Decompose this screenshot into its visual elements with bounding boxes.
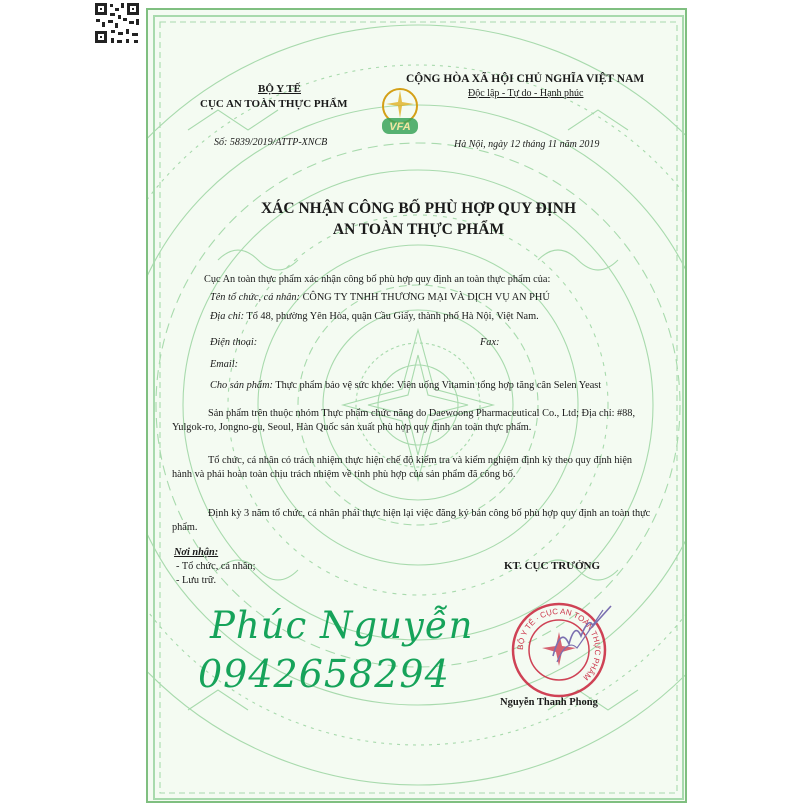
document-title: XÁC NHẬN CÔNG BỐ PHÙ HỢP QUY ĐỊNH <box>260 200 577 217</box>
document-number: Số: 5839/2019/ATTP-XNCB <box>214 137 328 148</box>
watermark-phone: 0942658294 <box>198 652 450 696</box>
qr-code <box>92 0 142 46</box>
recipients-label: Nơi nhận: <box>174 547 219 558</box>
recipient-item: - Tổ chức, cá nhân; <box>176 561 256 572</box>
organization-value: CÔNG TY TNHH THƯƠNG MẠI VÀ DỊCH VỤ AN PHÚ <box>302 292 550 303</box>
svg-text:BỘ Y TẾ · CỤC AN TOÀN THỰC PHẨ: BỘ Y TẾ · CỤC AN TOÀN THỰC PHẨM <box>515 606 603 682</box>
national-motto: Độc lập - Tự do - Hạnh phúc <box>468 88 584 99</box>
agency-name: CỤC AN TOÀN THỰC PHẨM <box>200 98 348 110</box>
svg-text:VFA: VFA <box>389 121 411 133</box>
country-name: CỘNG HÒA XÃ HỘI CHỦ NGHĨA VIỆT NAM <box>406 73 645 85</box>
product-value: Thực phẩm bảo vệ sức khỏe: Viên uống Vitamin tổng hợp tăng cân Selen Yeast <box>275 380 602 391</box>
address-label: Địa chỉ: <box>210 311 245 322</box>
responsibility-paragraph: Tổ chức, cá nhân có trách nhiệm thực hiện chế độ kiểm tra và kiểm nghiệm định kỳ theo quy định hiện hành và phải hoàn toàn chịu trách nhiệm về tính phù hợp của sản phẩm đã công bố. <box>172 455 633 480</box>
intro-text: Cục An toàn thực phẩm xác nhận công bố phù hợp quy định an toàn thực phẩm của: <box>204 274 551 285</box>
official-seal <box>505 596 613 704</box>
vfa-logo <box>378 84 422 146</box>
signer-title: KT. CỤC TRƯỞNG <box>504 560 601 572</box>
organization-line <box>210 292 550 303</box>
renewal-paragraph: Định kỳ 3 năm tổ chức, cá nhân phải thực hiện lại việc đăng ký bản công bố phù hợp quy định an toàn thực phẩm. <box>172 508 651 533</box>
product-label: Cho sản phẩm: <box>210 380 273 391</box>
phone-label: Điện thoại: <box>210 337 258 348</box>
email-label: Email: <box>210 359 239 370</box>
issue-date: Hà Nội, ngày 12 tháng 11 năm 2019 <box>454 139 600 150</box>
document-subtitle: AN TOÀN THỰC PHẨM <box>332 221 505 238</box>
address-value: Tổ 48, phường Yên Hòa, quận Cầu Giấy, thành phố Hà Nội, Việt Nam. <box>246 311 539 322</box>
organization-label: Tên tổ chức, cá nhân: <box>210 292 300 303</box>
watermark-name: Phúc Nguyễn <box>210 604 474 647</box>
ministry-name: BỘ Y TẾ <box>258 83 301 95</box>
fax-label: Fax: <box>480 337 500 348</box>
manufacturer-paragraph: Sản phẩm trên thuộc nhóm Thực phẩm chức năng do Daewoong Pharmaceutical Co., Ltd; Địa chỉ: #88, Yulgok-ro, Jongno-gu, Seoul, Hàn Quốc sản xuất phù hợp quy định an toàn thực phẩm. <box>172 408 636 433</box>
address-line <box>210 311 539 322</box>
signer-name: Nguyễn Thanh Phong <box>500 697 598 708</box>
product-line <box>210 380 601 391</box>
recipient-item: - Lưu trữ. <box>176 575 217 586</box>
